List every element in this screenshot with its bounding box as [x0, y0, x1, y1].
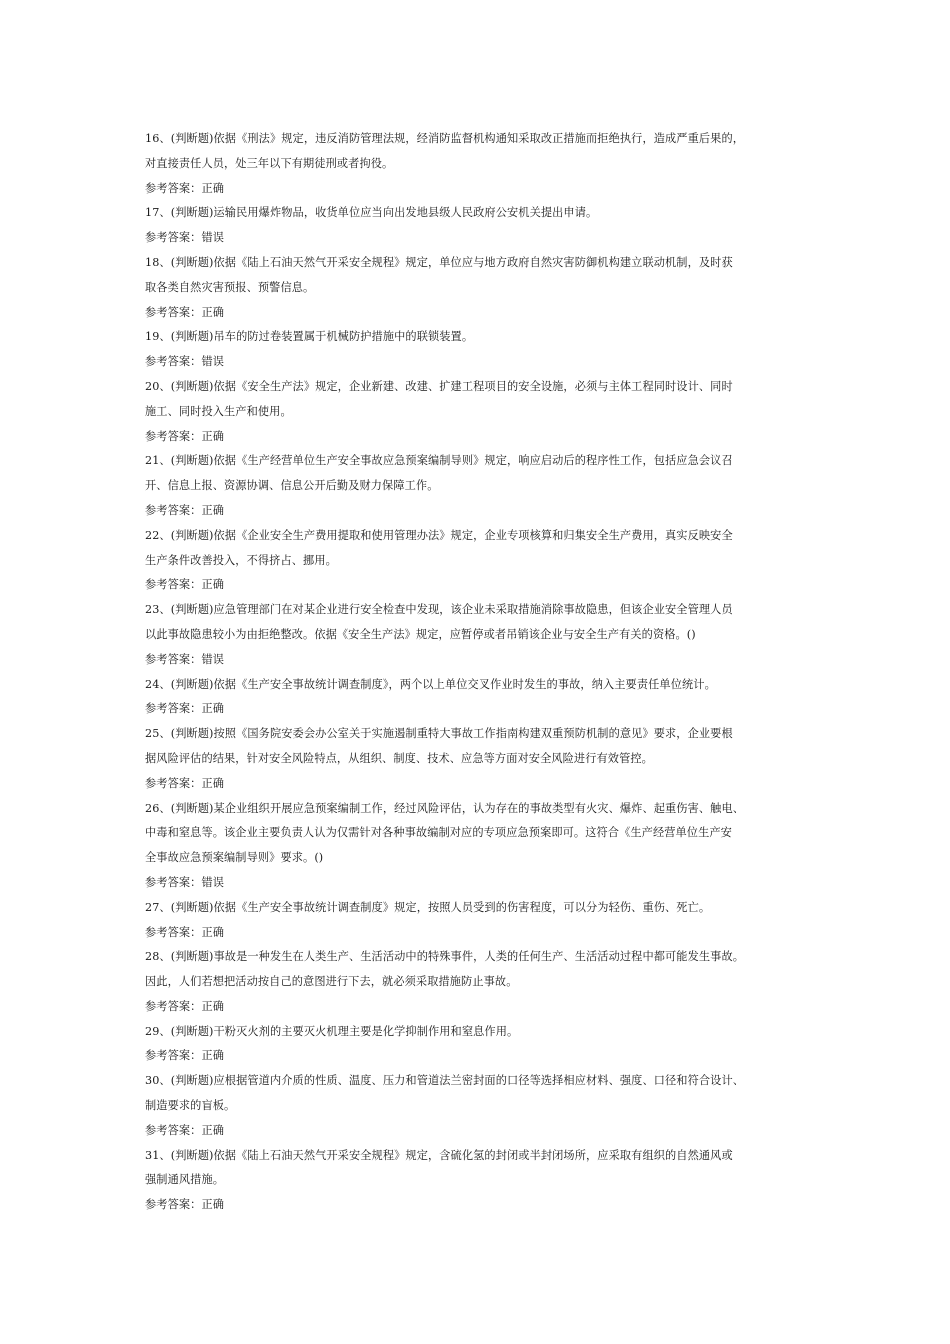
question-text-line: 23、(判断题)应急管理部门在对某企业进行安全检查中发现，该企业未采取措施消除事故隐患，但该企业安全管理人员 — [145, 603, 733, 617]
answer-line: 参考答案：正确 — [145, 503, 225, 517]
question-block — [145, 524, 817, 598]
answer-line: 参考答案：正确 — [145, 1049, 225, 1063]
question-block — [145, 201, 817, 251]
question-block — [145, 673, 817, 723]
question-block — [145, 251, 817, 325]
question-block — [145, 449, 817, 523]
question-text-line: 22、(判断题)依据《企业安全生产费用提取和使用管理办法》规定，企业专项核算和归集安全生产费用，真实反映安全 — [145, 528, 733, 542]
question-text-line: 全事故应急预案编制导则》要求。() — [145, 851, 324, 865]
question-text-line: 20、(判断题)依据《安全生产法》规定，企业新建、改建、扩建工程项目的安全设施，必须与主体工程同时设计、同时 — [145, 379, 733, 393]
question-text-line: 29、(判断题)干粉灭火剂的主要灭火机理主要是化学抑制作用和窒息作用。 — [145, 1024, 519, 1038]
question-text-line: 18、(判断题)依据《陆上石油天然气开采安全规程》规定，单位应与地方政府自然灾害防御机构建立联动机制，及时获 — [145, 255, 733, 269]
answer-line: 参考答案：错误 — [145, 875, 225, 889]
question-text-line: 26、(判断题)某企业组织开展应急预案编制工作，经过风险评估，认为存在的事故类型有火灾、爆炸、起重伤害、触电、 — [145, 801, 745, 815]
question-text-line: 制造要求的盲板。 — [145, 1099, 236, 1113]
question-block — [145, 127, 817, 201]
question-block — [145, 797, 817, 896]
answer-line: 参考答案：正确 — [145, 702, 225, 716]
question-text-line: 对直接责任人员，处三年以下有期徒刑或者拘役。 — [145, 156, 394, 170]
question-text-line: 强制通风措施。 — [145, 1173, 225, 1187]
question-text-line: 27、(判断题)依据《生产安全事故统计调查制度》规定，按照人员受到的伤害程度，可以分为轻伤、重伤、死亡。 — [145, 900, 711, 914]
question-block — [145, 1020, 817, 1070]
question-text-line: 以此事故隐患较小为由拒绝整改。依据《安全生产法》规定，应暂停或者吊销该企业与安全生产有关的资格。() — [145, 627, 696, 641]
question-block — [145, 1069, 817, 1143]
question-text-line: 因此，人们若想把活动按自己的意图进行下去，就必须采取措施防止事故。 — [145, 975, 518, 989]
answer-line: 参考答案：正确 — [145, 578, 225, 592]
question-block — [145, 325, 817, 375]
question-text-line: 中毒和窒息等。该企业主要负责人认为仅需针对各种事故编制对应的专项应急预案即可。这符合《生产经营单位生产安 — [145, 826, 732, 840]
question-text-line: 28、(判断题)事故是一种发生在人类生产、生活活动中的特殊事件，人类的任何生产、生活活动过程中都可能发生事故。 — [145, 950, 745, 964]
question-text-line: 16、(判断题)依据《刑法》规定，违反消防管理法规，经消防监督机构通知采取改正措施而拒绝执行，造成严重后果的， — [145, 132, 745, 145]
answer-line: 参考答案：正确 — [145, 999, 225, 1013]
answer-line: 参考答案：正确 — [145, 305, 225, 319]
question-text-line: 21、(判断题)依据《生产经营单位生产安全事故应急预案编制导则》规定，响应启动后的程序性工作，包括应急会议召 — [145, 454, 733, 468]
question-text-line: 24、(判断题)依据《生产安全事故统计调查制度》，两个以上单位交叉作业时发生的事故，纳入主要责任单位统计。 — [145, 677, 716, 691]
question-block — [145, 598, 817, 672]
question-text-line: 17、(判断题)运输民用爆炸物品，收货单位应当向出发地县级人民政府公安机关提出申请。 — [145, 206, 598, 220]
answer-line: 参考答案：正确 — [145, 181, 225, 195]
question-text-line: 25、(判断题)按照《国务院安委会办公室关于实施遏制重特大事故工作指南构建双重预防机制的意见》要求，企业要根 — [145, 727, 733, 741]
question-block — [145, 896, 817, 946]
question-text-line: 取各类自然灾害预报、预警信息。 — [145, 280, 315, 294]
question-text-line: 据风险评估的结果，针对安全风险特点，从组织、制度、技术、应急等方面对安全风险进行有效管控。 — [145, 751, 653, 765]
question-text-line: 31、(判断题)依据《陆上石油天然气开采安全规程》规定，含硫化氢的封闭或半封闭场所，应采取有组织的自然通风或 — [145, 1148, 733, 1162]
question-text-line: 开、信息上报、资源协调、信息公开后勤及财力保障工作。 — [145, 479, 439, 493]
document-page — [145, 127, 817, 1218]
answer-line: 参考答案：正确 — [145, 776, 225, 790]
answer-line: 参考答案：正确 — [145, 1123, 225, 1137]
answer-line: 参考答案：错误 — [145, 231, 225, 245]
question-text-line: 19、(判断题)吊车的防过卷装置属于机械防护措施中的联锁装置。 — [145, 330, 474, 344]
answer-line: 参考答案：错误 — [145, 355, 225, 369]
question-text-line: 施工、同时投入生产和使用。 — [145, 404, 292, 418]
question-block — [145, 1144, 817, 1218]
question-text-line: 30、(判断题)应根据管道内介质的性质、温度、压力和管道法兰密封面的口径等选择相应材料、强度、口径和符合设计、 — [145, 1074, 745, 1088]
answer-line: 参考答案：正确 — [145, 429, 225, 443]
answer-line: 参考答案：正确 — [145, 1198, 225, 1212]
question-text-line: 生产条件改善投入，不得挤占、挪用。 — [145, 553, 337, 567]
answer-line: 参考答案：错误 — [145, 652, 225, 666]
question-block — [145, 945, 817, 1019]
question-block — [145, 375, 817, 449]
answer-line: 参考答案：正确 — [145, 925, 225, 939]
question-block — [145, 722, 817, 796]
